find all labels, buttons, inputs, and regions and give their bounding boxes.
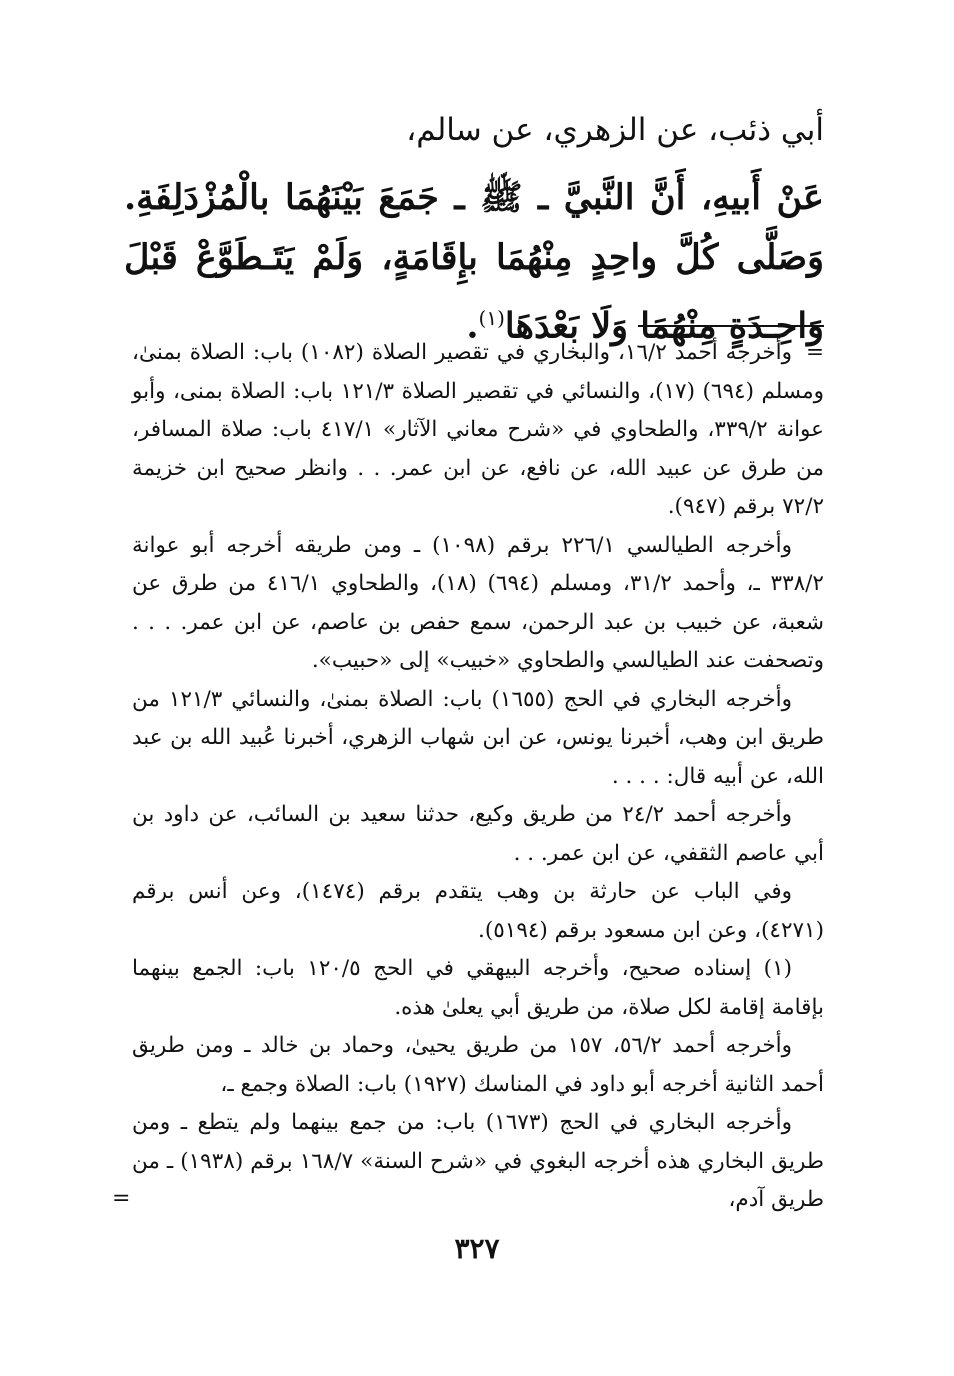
footnote-paragraph: وفي الباب عن حارثة بن وهب يتقدم برقم (١٤٧٤)، وعن أنس برقم (٤٢٧١)، وعن ابن مسعود برقم (٥١٩٤). — [132, 879, 824, 943]
footnote-paragraph: وأخرجه الطيالسي ٢٢٦/١ برقم (١٠٩٨) ـ ومن طريقه أخرجه أبو عوانة ٣٣٨/٢ ـ، وأحمد ٣١/٢، ومسلم (٦٩٤) (١٨)، والطحاوي ٤١٦/١ من طرق عن شعبة، عن خبيب بن عبد الرحمن، سمع حفص بن عاصم، عن ابن عمر. . . . وتصحفت عند الطيالسي والطحاوي «خبيب» إلى «حبيب». — [132, 532, 824, 673]
hadith-body: عَنْ أَبيهِ، أَنَّ النَّبيَّ ـ ﷺ ـ جَمَعَ بَيْنَهُمَا بالْمُزْدَلِفَةِ. وَصَلَّى كُلَّ واحِدٍ مِنْهُمَا بإِقَامَةٍ، وَلَمْ يَتَـطَوَّعْ قَبْلَ وَاحِـدَةٍ مِنْهُمَا وَلَا بَعْدَهَا — [124, 177, 824, 347]
continuation-marker: = — [805, 340, 824, 365]
footnote-paragraph: وأخرجه البخاري في الحج (١٦٧٣) باب: من جمع بينهما ولم يتطع ـ ومن طريق البخاري هذه أخرجه البغوي في «شرح السنة» ١٦٨/٧ برقم (١٩٣٨) ـ من طريق آدم، — [132, 1110, 824, 1212]
footnotes — [132, 334, 824, 1220]
trailing-continuation-marker: = — [112, 1186, 131, 1211]
footnote-separator — [638, 325, 824, 327]
hadith-text — [124, 168, 824, 357]
footnote-reference: (١) — [478, 306, 505, 330]
footnote-paragraph: وأخرجه أحمد ٢٤/٢ من طريق وكيع، حدثنا سعيد بن السائب، عن داود بن أبي عاصم الثقفي، عن ابن عمر. . . — [132, 802, 824, 866]
page-number: ٣٢٧ — [454, 1232, 500, 1265]
footnote-paragraph: =وأخرجه أحمد ١٦/٢، والبخاري في تقصير الصلاة (١٠٨٢) باب: الصلاة بمنىٰ، ومسلم (٦٩٤) (١٧)، والنسائي في تقصير الصلاة ١٢١/٣ باب: الصلاة بمنى، وأبو عوانة ٣٣٩/٢، والطحاوي في «شرح معاني الآثار» ٤١٧/١ باب: صلاة المسافر، من طرق عن عبيد الله، عن نافع، عن ابن عمر. . . وانظر صحيح ابن خزيمة ٧٢/٢ برقم (٩٤٧). — [132, 334, 824, 527]
isnad-line: أبي ذئب، عن الزهري، عن سالم، — [406, 112, 824, 148]
footnote-paragraph: وأخرجه أحمد ٥٦/٢، ١٥٧ من طريق يحيىٰ، وحماد بن خالد ـ ومن طريق أحمد الثانية أخرجه أبو داود في المناسك (١٩٢٧) باب: الصلاة وجمع ـ، — [132, 1033, 824, 1097]
hadith-end: . — [466, 305, 479, 347]
footnote-paragraph: وأخرجه البخاري في الحج (١٦٥٥) باب: الصلاة بمنىٰ، والنسائي ١٢١/٣ من طريق ابن وهب، أخبرنا يونس، عن ابن شهاب الزهري، أخبرنا عُبيد الله بن عبد الله، عن أبيه قال: . . . . — [132, 686, 824, 789]
footnote-paragraph: (١) إسناده صحيح، وأخرجه البيهقي في الحج ١٢٠/٥ باب: الجمع بينهما بإقامة إقامة لكل صلاة، من طريق أبي يعلىٰ هذه. — [132, 956, 824, 1020]
